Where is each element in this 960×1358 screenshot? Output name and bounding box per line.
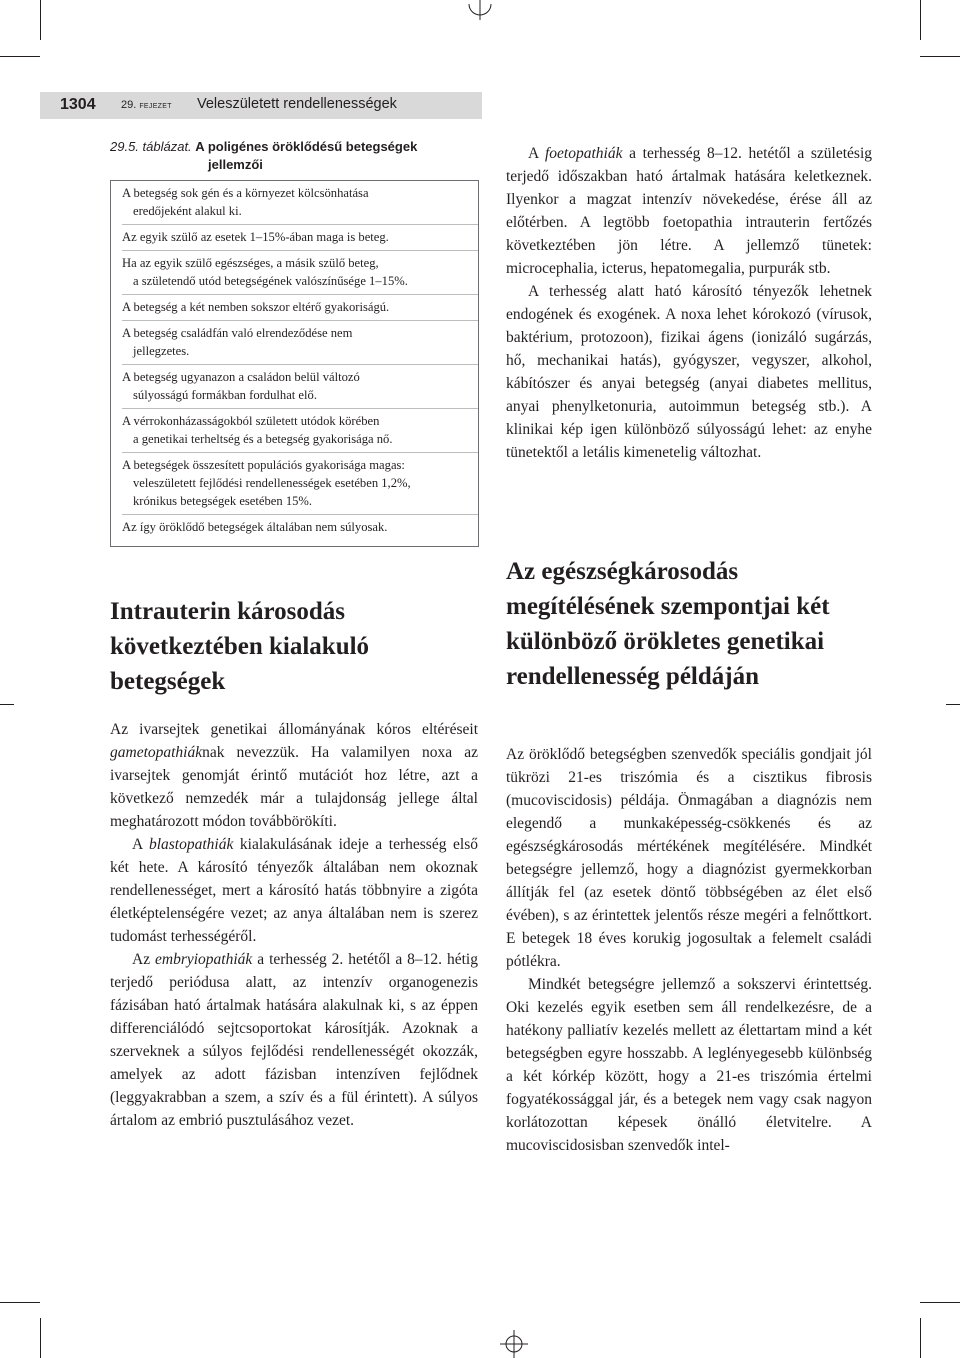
crop-mark <box>920 56 960 57</box>
table-row: A betegség ugyanazon a családon belül változó súlyosságú formákban fordulhat elő. <box>122 365 478 409</box>
right-column-text-top <box>506 142 872 464</box>
table-row: Ha az egyik szülő egészséges, a másik szülő beteg, a születendő utód betegségének valószínűsége 1–15%. <box>122 251 478 295</box>
paragraph-embryopathia: Az embryiopathiák a terhesség 2. hetétől a 8–12. hétig terjedő periódusa alatt, az intenzív organogenezis fázisában ható ártalmak hatására alakulnak ki, s az éppen differenciálódó sejtcsoportokat károsítják. Azoknak a szerveknek a súlyos fejlődési rendellenességét okozzák, amelyek az adott fázisban intenzíven fejlődnek (leggyakrabban a szem, a szív és a fül érintett). A súlyos ártalom az embrió pusztulásához vezet. <box>110 951 478 1129</box>
crop-mark <box>946 704 960 705</box>
term-gametopathia: gametopathiák <box>110 744 203 761</box>
section-heading-assessment: Az egészségkárosodás megítélésének szempontjai két különböző örökletes genetikai rendellenesség példáján <box>506 558 830 690</box>
table-number: 29.5. táblázat. <box>110 139 192 154</box>
table-row: A betegség sok gén és a környezet kölcsönhatása eredőjeként alakul ki. <box>122 181 478 225</box>
right-column-text-bottom <box>506 743 872 1157</box>
table-row: A vérrokonházasságokból született utódok körében a genetikai terheltség és a betegség gyakorisága nő. <box>122 409 478 453</box>
paragraph-special-needs: Az öröklődő betegségben szenvedők speciális gondjait jól tükrözi 21-es triszómia és a cisztikus fibrosis (mucoviscidosis) példája. Önmagában a diagnózis nem elegendő a munkaképesség-csökkenés és az egészségkárosodás mértékének megítélésére. Mindkét betegségre jellemző, hogy a diagnózist gyermekkorban állítják fel (az esetek döntő többségében az élet első évében), s az érintettek jelentős része megéri a felnőttkort. E betegek 18 éves korukig jogosultak a felemelt családi pótlékra. <box>506 746 872 970</box>
chapter-number: 29. <box>121 99 137 111</box>
chapter-title: Veleszületett rendellenességek <box>197 96 397 112</box>
table-title-line-2: jellemzői <box>208 157 263 172</box>
section-heading-intrauterine: Intrauterin károsodás következtében kialakuló betegségek <box>110 598 370 695</box>
chapter-word: FEJEZET <box>139 103 172 110</box>
table-row: Az egyik szülő az esetek 1–15%-ában maga is beteg. <box>122 225 478 251</box>
paragraph-foetopathia: A foetopathiák a terhesség 8–12. hetétől a születésig terjedő időszakban ható ártalmak hatására keletkeznek. Ilyenkor a magzat intenzív növekedése, érése áll az előtérben. A legtöbb foetopathia intrauterin fertőzés következtében jön létre. A jellemző tünetek: microcephalia, icterus, hepatomegalia, purpurák stb. <box>506 145 873 277</box>
table-title-line-1: A poligénes öröklődésű betegségek <box>195 139 418 154</box>
paragraph-noxa: A terhesség alatt ható károsító tényezők lehetnek endogének és exogének. A noxa lehet kórokozó (vírusok, baktérium, protozoon), fizikai ágens (ionizáló sugárzás, hő, mechanikai hatás), gyógyszer, vegyszer, alkohol, kábítószer és anyai betegség (anyai diabetes mellitus, anyai phenylketonuria, autoimmun betegség stb.). A klinikai kép igen különböző súlyosságú lehet: az enyhe tünetektől a letális kimenetelig változhat. <box>506 283 872 461</box>
characteristics-table <box>110 180 479 547</box>
crop-mark <box>0 56 40 57</box>
crop-mark <box>920 1302 960 1303</box>
term-foetopathia: foetopathiák <box>545 145 623 162</box>
left-column-text <box>110 718 478 1132</box>
table-rows <box>111 181 478 540</box>
crop-mark <box>40 1318 41 1358</box>
crop-mark <box>0 1302 40 1303</box>
paragraph-multiorgan: Mindkét betegségre jellemző a sokszervi érintettség. Oki kezelés egyik esetben sem áll rendelkezésre, de a hatékony palliatív kezelés mellett az élettartam mind a két betegségben egyre hosszabb. A leglényegesebb különbség a két kórkép között, hogy a 21-es triszómia értelmi fogyatékossággal jár, és a betegek nem vagy csak nagyon korlátozottan képesek önálló életvitelre. A mucoviscidosisban szenvedők intel- <box>506 976 872 1154</box>
chapter-label <box>121 99 172 111</box>
term-embryopathia: embryiopathiák <box>155 951 253 968</box>
paragraph-gametopathia: Az ivarsejtek genetikai állományának kóros eltéréseit gametopathiáknak nevezzük. Ha valamilyen noxa az ivarsejtek genomját érintő mutációt hoz létre, azt a következő nemzedék már a tulajdonság jellege által meghatározott módon továbbörökíti. <box>110 721 478 830</box>
crop-mark <box>920 1318 921 1358</box>
registration-mark-bottom <box>500 1330 528 1358</box>
crop-mark <box>920 0 921 40</box>
crop-mark <box>0 704 14 705</box>
registration-mark-top <box>466 0 494 20</box>
term-blastopathia: blastopathiák <box>148 836 234 853</box>
table-row: A betegség a két nemben sokszor eltérő gyakoriságú. <box>122 295 478 321</box>
table-caption <box>110 138 480 174</box>
table-row: A betegségek összesített populációs gyakorisága magas: veleszületett fejlődési rendellenességek esetében 1,2%, krónikus betegségek esetében 15%. <box>122 453 478 515</box>
crop-mark <box>40 0 41 40</box>
table-row: Az így öröklődő betegségek általában nem súlyosak. <box>122 520 388 534</box>
page-number: 1304 <box>60 96 96 113</box>
table-row: A betegség családfán való elrendeződése nem jellegzetes. <box>122 321 478 365</box>
paragraph-blastopathia: A blastopathiák kialakulásának ideje a terhesség első két hete. A károsító tényezők általában nem okoznak rendellenességet, mert a károsító hatás többnyire a zigóta életképtelenségére vezet; az anya általában nem is szerez tudomást terhességéről. <box>110 836 478 945</box>
